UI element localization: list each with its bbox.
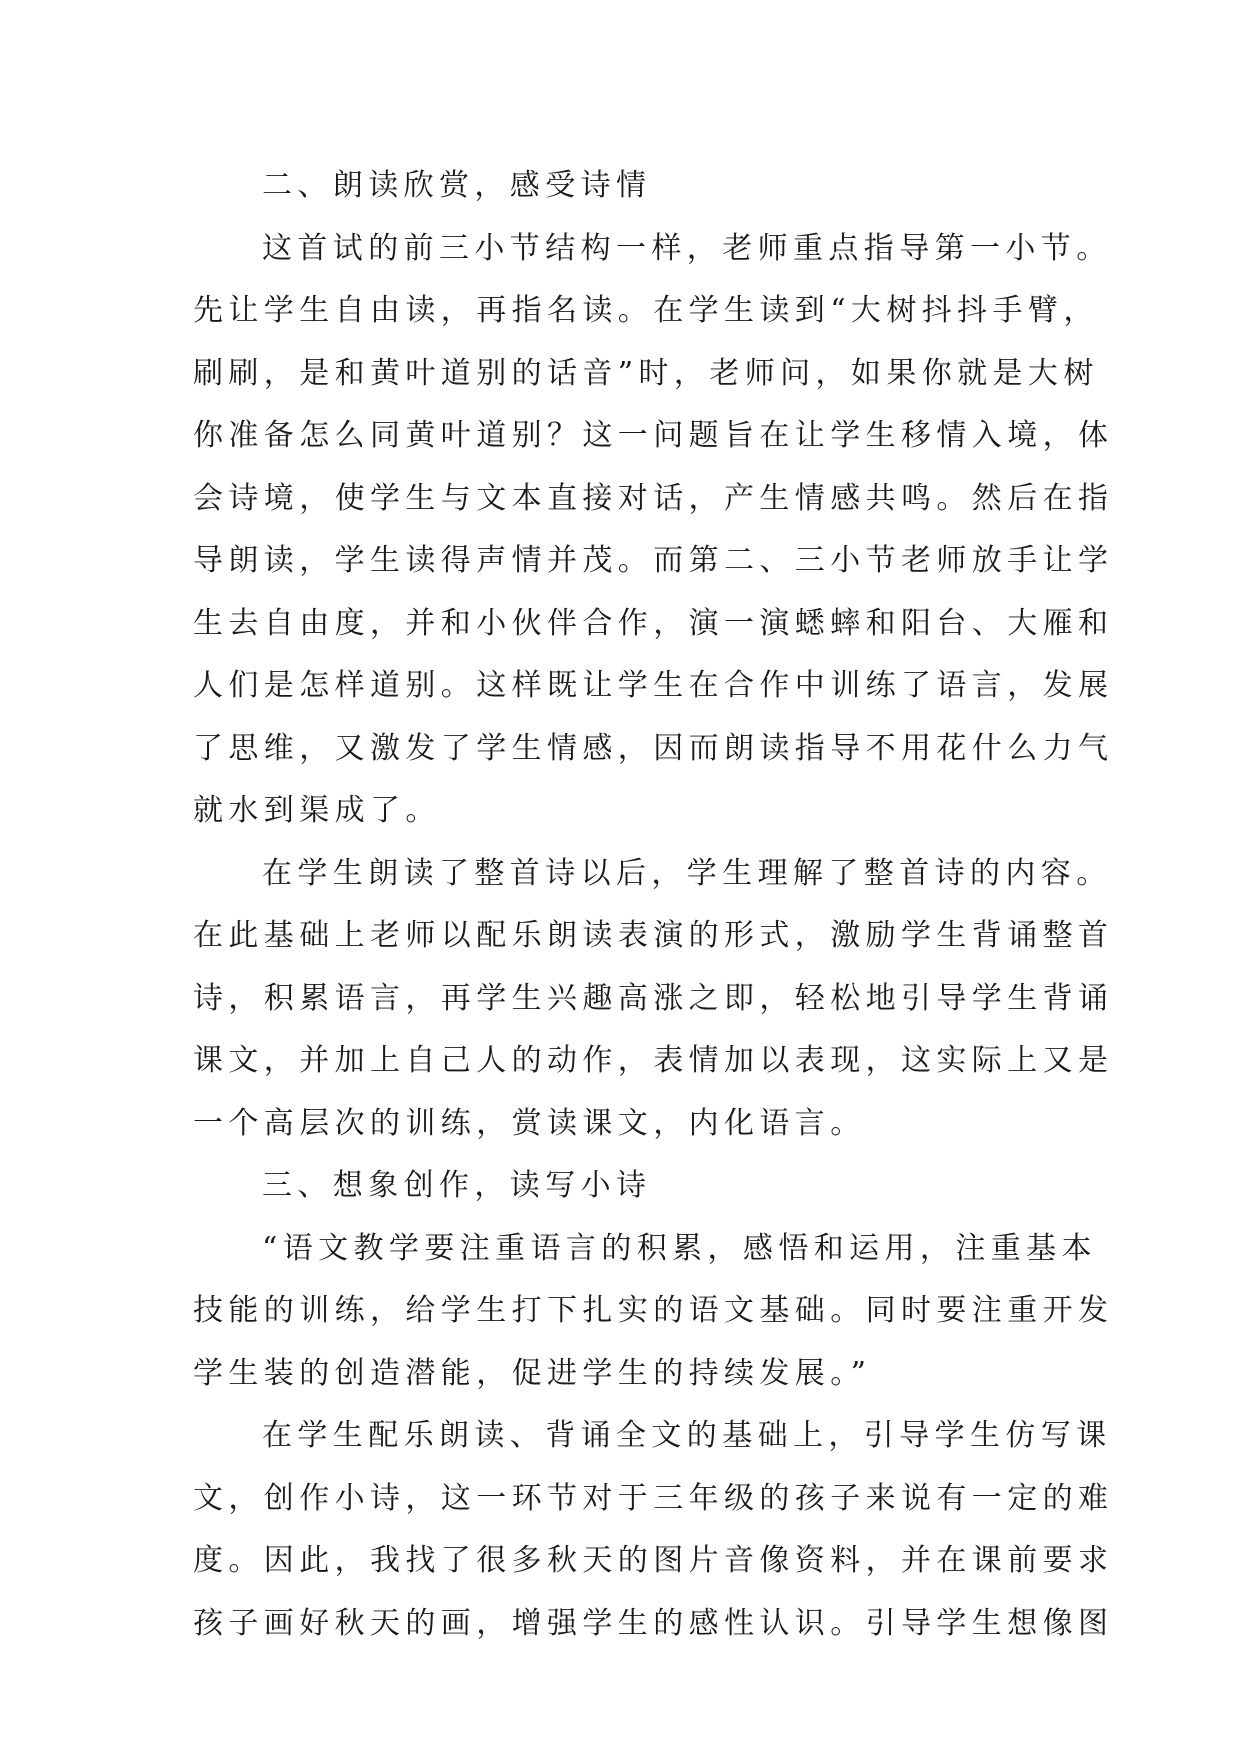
text-line: 会诗境，使学生与文本直接对话，产生情感共鸣。然后在指	[193, 480, 1114, 516]
text-line: 课文，并加上自己人的动作，表情加以表现，这实际上又是	[193, 1043, 1114, 1078]
text-line: 学生装的创造潜能，促进学生的持续发展。”	[193, 1355, 872, 1391]
text-line: 三、想象创作，读写小诗	[262, 1168, 652, 1203]
text-line: 就水到渠成了。	[193, 793, 441, 828]
text-line: 度。因此，我找了很多秋天的图片音像资料，并在课前要求	[193, 1543, 1114, 1578]
text-line: 了思维，又激发了学生情感，因而朗读指导不用花什么力气	[193, 730, 1114, 766]
text-line: 先让学生自由读，再指名读。在学生读到“大树抖抖手臂，	[193, 293, 1099, 328]
text-line: 在学生朗读了整首诗以后，学生理解了整首诗的内容。	[262, 855, 1112, 891]
text-line: 这首试的前三小节结构一样，老师重点指导第一小节。	[262, 230, 1112, 266]
text-line: “语文教学要注重语言的积累，感悟和运用，注重基本	[262, 1230, 1097, 1266]
text-line: 人们是怎样道别。这样既让学生在合作中训练了语言，发展	[193, 668, 1114, 703]
text-line: 生去自由度，并和小伙伴合作，演一演蟋蟀和阳台、大雁和	[193, 605, 1114, 641]
text-line: 在此基础上老师以配乐朗读表演的形式，激励学生背诵整首	[193, 918, 1114, 953]
text-line: 孩子画好秋天的画，增强学生的感性认识。引导学生想像图	[193, 1605, 1114, 1641]
text-line: 导朗读，学生读得声情并茂。而第二、三小节老师放手让学	[193, 543, 1114, 578]
text-line: 二、朗读欣赏，感受诗情	[262, 168, 652, 203]
text-line: 一个高层次的训练，赏读课文，内化语言。	[193, 1105, 866, 1141]
text-line: 在学生配乐朗读、背诵全文的基础上，引导学生仿写课	[262, 1418, 1112, 1453]
text-line: 文，创作小诗，这一环节对于三年级的孩子来说有一定的难	[193, 1480, 1114, 1516]
document-page	[193, 155, 1114, 1655]
text-line: 刷刷，是和黄叶道别的话音”时，老师问，如果你就是大树	[193, 355, 1099, 391]
text-line: 技能的训练，给学生打下扎实的语文基础。同时要注重开发	[193, 1293, 1114, 1328]
text-line: 诗，积累语言，再学生兴趣高涨之即，轻松地引导学生背诵	[193, 980, 1114, 1016]
text-line: 你准备怎么同黄叶道别？这一问题旨在让学生移情入境，体	[193, 418, 1114, 453]
